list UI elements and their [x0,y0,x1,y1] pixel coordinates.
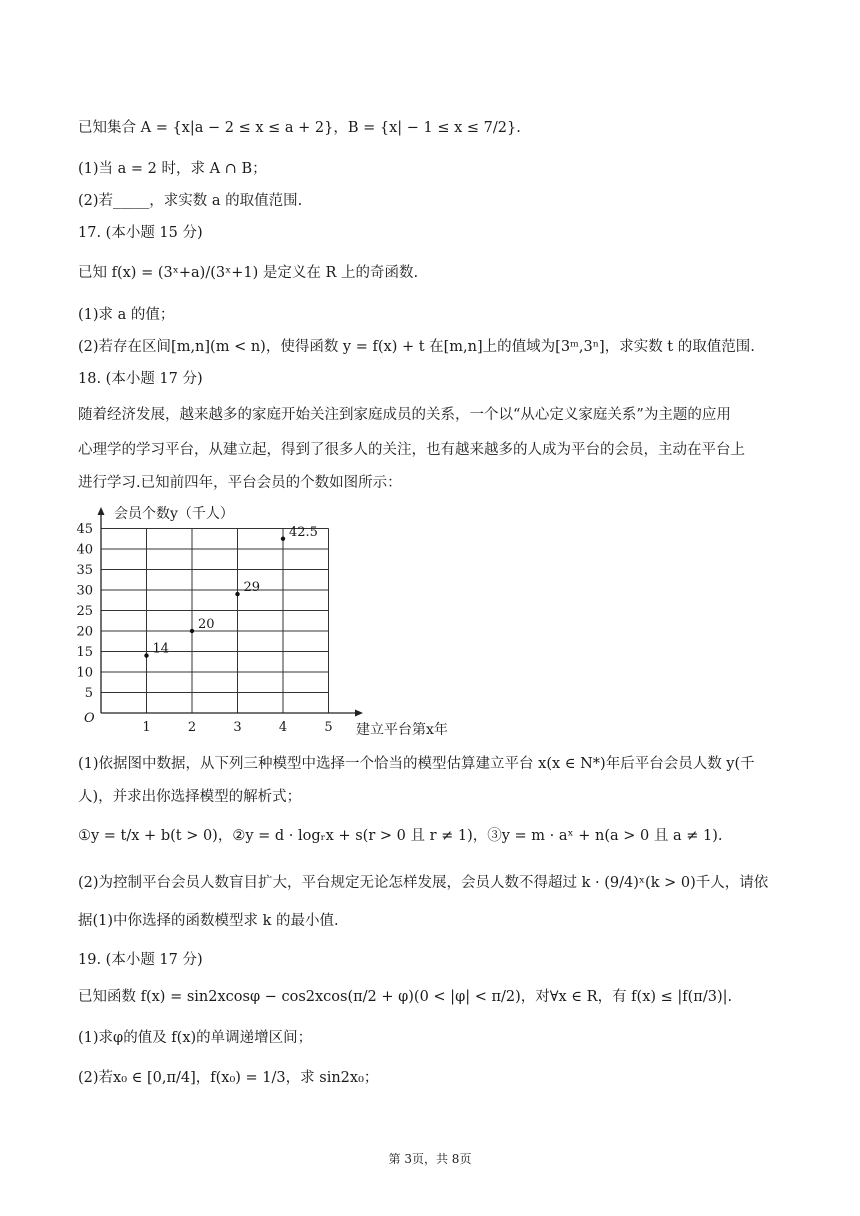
chart-x-arrow [355,710,363,717]
chart-x-tick-label: 4 [278,720,288,735]
chart-x-tick-label: 3 [233,720,242,735]
problem18-q1-line: (1)依据图中数据，从下列三种模型中选择一个恰当的模型估算建立平台 x(x ∈ N*)年后平台会员人数 y(千 [78,756,755,772]
chart-data-label: 20 [198,617,215,632]
chart-x-tick-label: 2 [187,720,197,735]
chart-y-tick-label: 15 [76,645,93,660]
problem16-q2: (2)若_____，求实数 a 的取值范围. [78,193,303,209]
problem18-q2-line: 据(1)中你选择的函数模型求 k 的最小值. [78,913,339,929]
chart-axes [98,507,364,717]
problem17-header: 17. (本小题 15 分) [78,225,203,241]
problem18-header: 18. (本小题 17 分) [78,371,203,387]
chart-data-label: 14 [152,641,170,657]
problem16-stem: 已知集合 A = {x|a − 2 ≤ x ≤ a + 2}，B = {x| − 1 ≤ x ≤ 7/2}. [78,120,521,136]
problem18-q2-line: (2)为控制平台会员人数盲目扩大，平台规定无论怎样发展，会员人数不得超过 k · (9/4)ˣ(k > 0)千人，请依 [78,875,769,891]
chart-x-tick-label: 5 [324,720,333,735]
chart-point [281,537,285,541]
problem18-stem-line: 随着经济发展，越来越多的家庭开始关注到家庭成员的关系，一个以“从心定义家庭关系”为主题的应用 [78,407,731,423]
chart-point [144,653,148,657]
problem17-stem: 已知 f(x) = (3ˣ+a)/(3ˣ+1) 是定义在 R 上的奇函数. [78,265,419,281]
chart-y-tick-label: 35 [76,563,93,578]
problem19-q1: (1)求φ的值及 f(x)的单调递增区间； [78,1030,313,1046]
chart-x-tick-label: 1 [142,720,151,735]
chart-point [190,629,194,633]
page-footer: 第 3页，共 8页 [388,1152,472,1166]
membership-chart [70,498,490,743]
problem18-stem-line: 进行学习.已知前四年，平台会员的个数如图所示： [78,475,402,491]
chart-origin-label: O [84,711,95,726]
problem18-q1-line: 人)，并求出你选择模型的解析式； [78,789,302,805]
problem18-stem-line: 心理学的学习平台，从建立起，得到了很多人的关注，也有越来越多的人成为平台的会员，主动在平台上 [78,442,745,458]
chart-point [235,592,239,596]
chart-y-tick-label: 25 [76,604,93,619]
problem19-stem: 已知函数 f(x) = sin2xcosφ − cos2xcos(π/2 + φ)(0 < |φ| < π/2)，对∀x ∈ R，有 f(x) ≤ |f(π/3)|. [78,989,733,1005]
chart-y-tick-label: 45 [76,522,93,537]
chart-y-tick-label: 20 [76,624,93,640]
chart-data-label: 42.5 [289,524,318,540]
chart-data-label: 29 [243,580,261,596]
chart-y-tick-label: 40 [76,542,93,558]
chart-y-arrow [98,507,105,515]
chart-ylabel: 会员个数y（千人） [114,506,234,522]
chart-y-tick-label: 5 [84,686,93,701]
problem18-models: ①y = t/x + b(t > 0)，②y = d · logᵣx + s(r > 0 且 r ≠ 1)，③y = m · aˣ + n(a > 0 且 a ≠ 1). [78,828,723,844]
problem17-q2: (2)若存在区间[m,n](m < n)，使得函数 y = f(x) + t 在[m,n]上的值域为[3ᵐ,3ⁿ]，求实数 t 的取值范围. [78,339,755,355]
chart-y-tick-label: 10 [76,665,93,681]
problem19-header: 19. (本小题 17 分) [78,952,203,968]
problem17-q1: (1)求 a 的值； [78,307,175,323]
chart-y-tick-label: 30 [76,583,93,599]
problem19-q2: (2)若x₀ ∈ [0,π/4]，f(x₀) = 1/3，求 sin2x₀； [78,1070,379,1086]
chart-points [144,525,318,658]
chart-xlabel: 建立平台第x年 [356,722,448,738]
chart-grid [101,529,329,714]
problem16-q1: (1)当 a = 2 时，求 A ∩ B； [78,161,267,177]
